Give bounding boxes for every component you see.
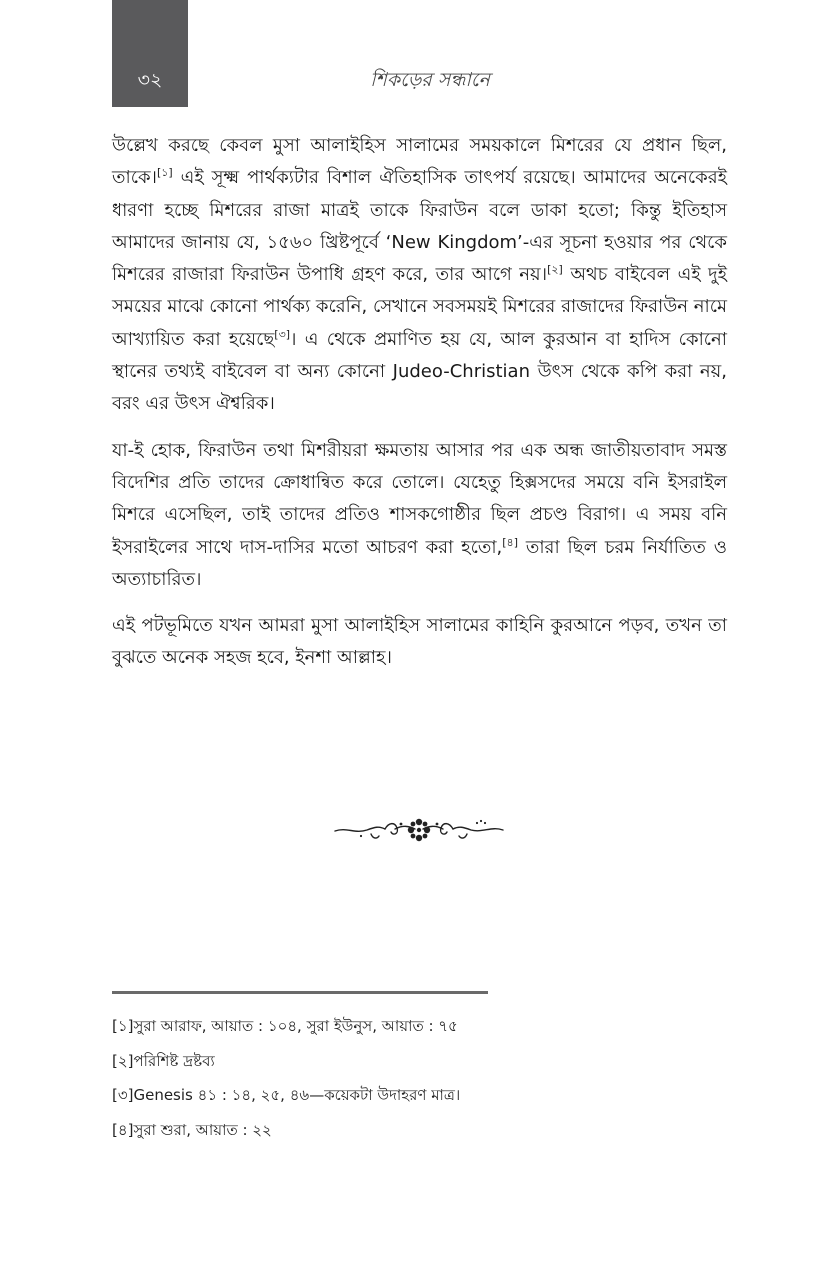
footnote-ref-2: [২] <box>547 263 563 277</box>
footnote-ref-1: [১] <box>157 166 173 180</box>
text-run: উল্লেখ করছে কেবল মুসা আলাইহিস সালামের সময়কালে মিশরের যে প্রধান ছিল, তাকে। <box>112 135 727 189</box>
text-run: তারা ছিল চরম নির্যাতিত ও অত্যাচারিত। <box>112 536 727 590</box>
paragraph-3 <box>112 610 727 675</box>
footnote-text: পরিশিষ্ট দ্রষ্টব্য <box>133 1051 215 1070</box>
footnote-text: সুরা শুরা, আয়াত : ২২ <box>133 1120 272 1139</box>
text-run: এই পটভূমিতে যখন আমরা মুসা আলাইহিস সালামের কাহিনি কুরআনে পড়ব, তখন তা বুঝতে অনেক সহজ হবে, ইনশা আল্লাহ। <box>112 615 727 669</box>
footnote-marker: [৩] <box>112 1086 134 1104</box>
text-run: । এ থেকে প্রমাণিত হয় যে, আল কুরআন বা হাদিস কোনো স্থানের তথ্যই বাইবেল বা অন্য কোনো Judeo-Christian উৎস থেকে কপি করা নয়, বরং এর উৎস ঐশ্বরিক। <box>112 328 727 415</box>
paragraph-1 <box>112 130 727 421</box>
footnote-marker: [১] <box>112 1017 134 1035</box>
paragraph-2 <box>112 435 727 596</box>
footnotes <box>112 1016 712 1154</box>
footnote-2 <box>112 1051 712 1071</box>
footnote-1 <box>112 1016 712 1036</box>
footnote-marker: [২] <box>112 1051 134 1070</box>
text-run: অথচ বাইবেল এই দুই সময়ের মাঝে কোনো পার্থক্য করেনি, সেখানে সবসময়ই মিশরের রাজাদের ফিরাউন নামে আখ্যায়িত করা হয়েছে <box>112 264 727 350</box>
footnote-ref-4: [৪] <box>502 535 518 549</box>
flourish-ornament-icon <box>333 812 505 848</box>
footnote-text: সুরা আরাফ, আয়াত : ১০৪, সুরা ইউনুস, আয়াত : ৭৫ <box>133 1017 458 1035</box>
footnote-ref-3: [৩] <box>274 327 291 341</box>
footnote-text: Genesis ৪১ : ১৪, ২৫, ৪৬—কয়েকটা উদাহরণ মাত্র। <box>133 1086 461 1104</box>
footnote-marker: [৪] <box>112 1120 134 1139</box>
text-run: যা-ই হোক, ফিরাউন তথা মিশরীয়রা ক্ষমতায় আসার পর এক অন্ধ জাতীয়তাবাদ সমস্ত বিদেশির প্রতি তাদের ক্রোধান্বিত করে তোলে। যেহেতু হিক্সসদের সময়ে বনি ইসরাইল মিশরে এসেছিল, তাই তাদের প্রতিও শাসকগোষ্ঠীর ছিল প্রচণ্ড বিরাগ। এ সময় বনি ইসরাইলের সাথে দাস-দাসির মতো আচরণ করা হতো, <box>112 439 727 558</box>
footnote-3 <box>112 1085 712 1105</box>
footnote-4 <box>112 1120 712 1140</box>
running-header: শিকড়ের সন্ধানে <box>370 69 490 91</box>
page-number: ৩২ <box>137 69 163 91</box>
footnote-rule <box>112 991 488 994</box>
text-run: এই সূক্ষ্ম পার্থক্যটার বিশাল ঐতিহাসিক তাৎপর্য রয়েছে। আমাদের অনেকেরই ধারণা হচ্ছে মিশরের রাজা মাত্রই তাকে ফিরাউন বলে ডাকা হতো; কিন্তু ইতিহাস আমাদের জানায় যে, ১৫৬০ খ্রিষ্টপূর্বে ‘New Kingdom’-এর সূচনা হওয়ার পর থেকে মিশরের রাজারা ফিরাউন উপাধি গ্রহণ করে, তার আগে নয়। <box>112 167 727 286</box>
body-text <box>112 130 727 689</box>
